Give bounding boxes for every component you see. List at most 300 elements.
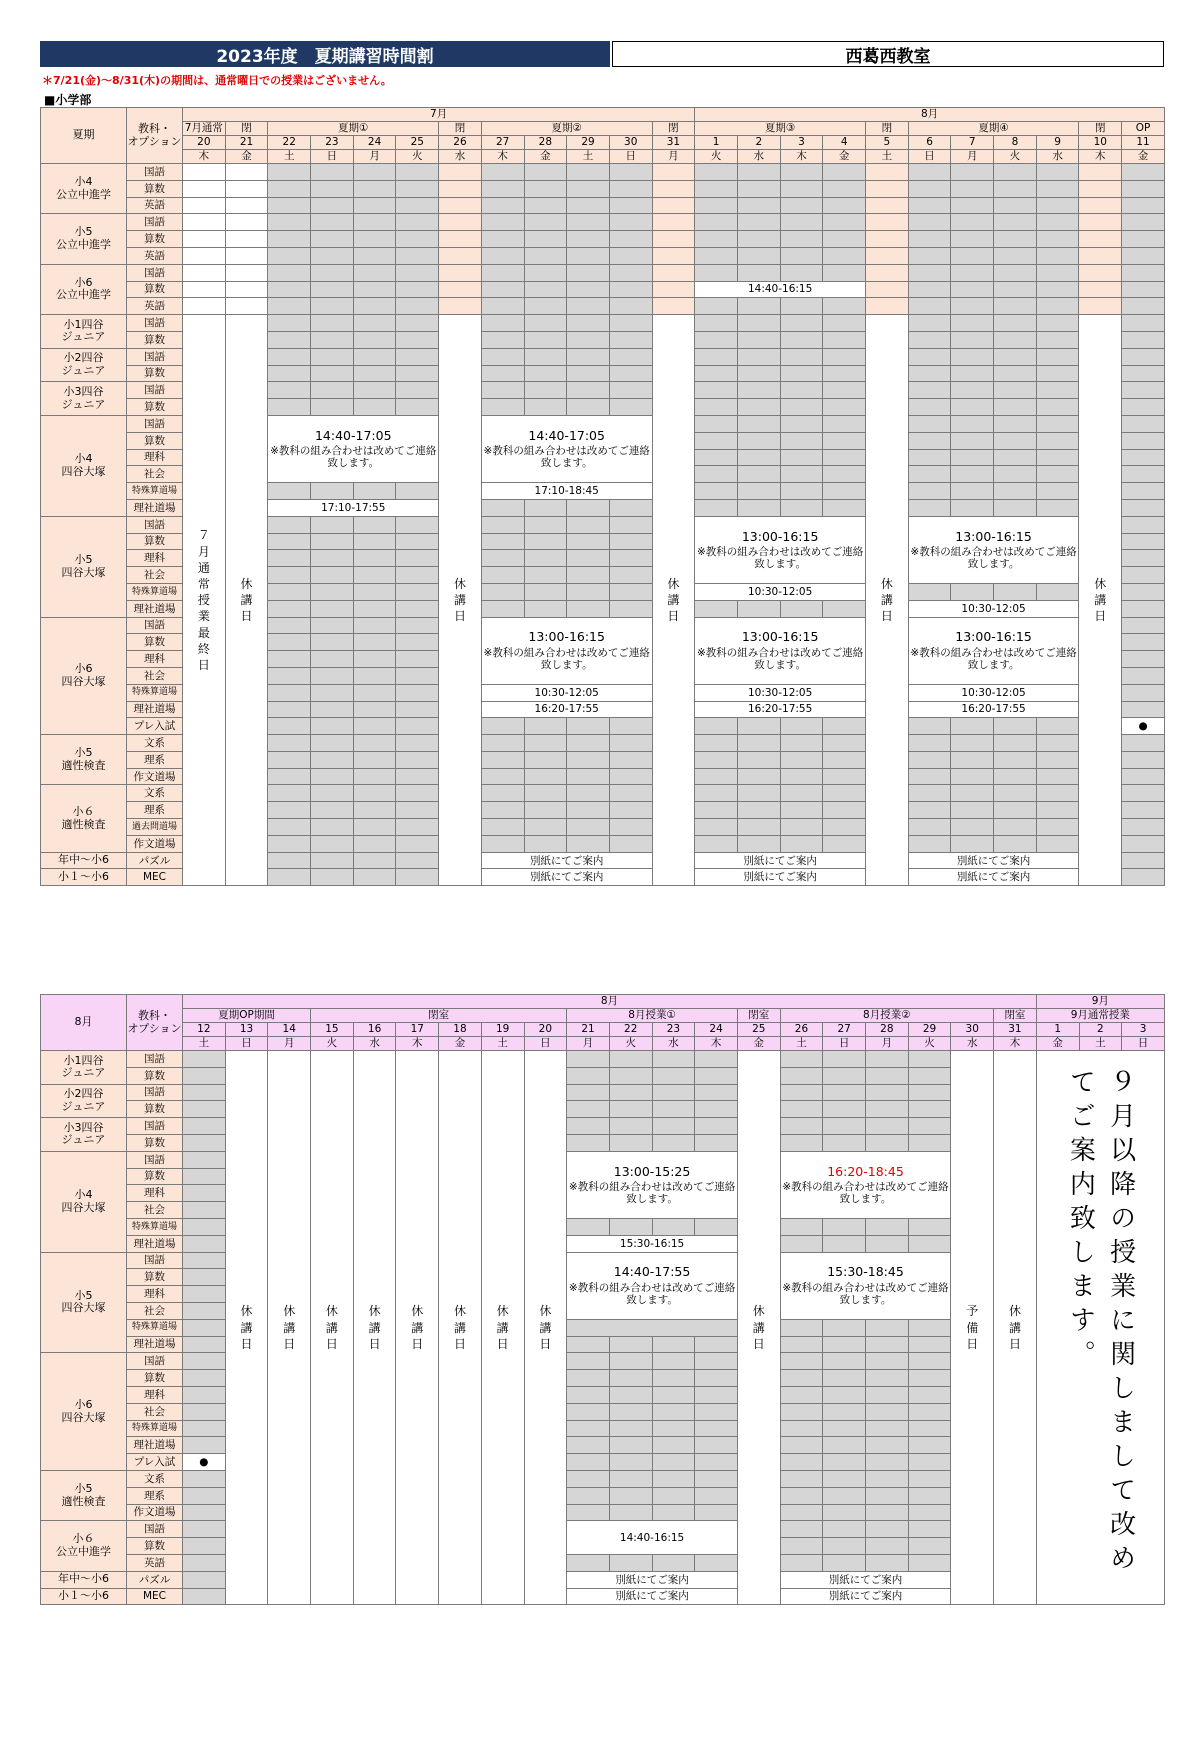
group-label-line: 小6: [74, 275, 93, 289]
corner-label: 夏期: [41, 108, 127, 164]
schedule-cell: [353, 281, 396, 298]
period-header: 夏期OP期間: [183, 1009, 311, 1023]
schedule-cell: [396, 768, 439, 785]
table-row: [41, 264, 1165, 281]
schedule-cell: [994, 483, 1037, 500]
subject-label: 算数: [127, 365, 183, 382]
schedule-cell: [951, 785, 994, 802]
schedule-cell: [994, 735, 1037, 752]
separate-notice: 別紙にてご案内: [481, 852, 652, 869]
schedule-cell: [524, 399, 567, 416]
date-cell: 14: [268, 1023, 311, 1037]
schedule-cell: [951, 247, 994, 264]
dow-cell: 土: [780, 1037, 823, 1051]
schedule-cell: [567, 365, 610, 382]
schedule-cell: [439, 264, 482, 281]
schedule-cell: [311, 768, 354, 785]
schedule-cell: [567, 1403, 610, 1420]
schedule-cell: [481, 197, 524, 214]
schedule-cell: [311, 382, 354, 399]
schedule-cell: [908, 1370, 951, 1387]
group-label-line: 公立中進学: [56, 238, 111, 252]
schedule-cell: [695, 466, 738, 483]
schedule-cell: [396, 281, 439, 298]
schedule-cell: [1122, 802, 1165, 819]
schedule-cell: [567, 164, 610, 181]
table-row: [41, 1051, 1165, 1068]
separate-notice: 別紙にてご案内: [695, 852, 866, 869]
schedule-cell: [1122, 281, 1165, 298]
time-range: 13:00-16:15: [741, 528, 819, 544]
schedule-cell: [737, 298, 780, 315]
schedule-cell: [780, 1521, 823, 1538]
subject-label: 特殊算道場: [127, 1420, 183, 1437]
schedule-cell: [1036, 802, 1079, 819]
schedule-cell: [951, 164, 994, 181]
schedule-cell: [609, 231, 652, 248]
schedule-cell: [183, 164, 226, 181]
schedule-cell: [311, 164, 354, 181]
schedule-cell: [908, 1218, 951, 1235]
subject-label: 理科: [127, 550, 183, 567]
period-header: 9月通常授業: [1036, 1009, 1164, 1023]
schedule-cell: [524, 180, 567, 197]
schedule-cell: [823, 1370, 866, 1387]
group-label-line: 四谷大塚: [61, 1200, 106, 1214]
group-label: [41, 1252, 127, 1353]
schedule-cell: [866, 1370, 909, 1387]
schedule-cell: [780, 1118, 823, 1135]
schedule-cell: [780, 1454, 823, 1471]
schedule-cell: [823, 1118, 866, 1135]
schedule-cell: [951, 382, 994, 399]
schedule-cell: [994, 348, 1037, 365]
table-row: [41, 281, 1165, 298]
subject-label: 社会: [127, 466, 183, 483]
schedule-cell: [695, 214, 738, 231]
header-dows: [41, 150, 1165, 164]
subject-label: 英語: [127, 197, 183, 214]
note-text: ※教科の組み合わせは改めてご連絡致します。: [270, 445, 437, 470]
schedule-cell: [396, 483, 439, 500]
group-label-line: 公立中進学: [56, 288, 111, 302]
schedule-cell: [780, 315, 823, 332]
group-label-line: 四谷大塚: [61, 1410, 106, 1424]
schedule-cell: [695, 348, 738, 365]
schedule-cell: [737, 180, 780, 197]
dow-cell: 日: [823, 1037, 866, 1051]
schedule-cell: [908, 315, 951, 332]
schedule-cell: [1122, 180, 1165, 197]
schedule-cell: [609, 1386, 652, 1403]
schedule-cell: [268, 651, 311, 668]
schedule-cell: [951, 483, 994, 500]
schedule-cell: [695, 600, 738, 617]
time-slot: 14:40-16:15: [567, 1521, 738, 1555]
schedule-cell: [183, 1118, 226, 1135]
schedule-cell: [567, 197, 610, 214]
subject-label: 算数: [127, 399, 183, 416]
time-block: [780, 1151, 951, 1218]
schedule-cell: [780, 264, 823, 281]
schedule-cell: [396, 583, 439, 600]
schedule-cell: [311, 197, 354, 214]
date-cell: 17: [396, 1023, 439, 1037]
dow-cell: 金: [524, 150, 567, 164]
schedule-cell: [780, 1403, 823, 1420]
subject-label: MEC: [127, 869, 183, 886]
dow-cell: 土: [567, 150, 610, 164]
schedule-cell: [737, 315, 780, 332]
schedule-cell: [866, 1235, 909, 1252]
schedule-cell: [652, 1051, 695, 1068]
schedule-cell: [268, 264, 311, 281]
subject-label: 算数: [127, 1370, 183, 1387]
schedule-cell: [567, 1118, 610, 1135]
schedule-cell: [780, 483, 823, 500]
pre-exam-mark: ●: [1122, 718, 1165, 735]
schedule-cell: [823, 1470, 866, 1487]
corner-label: 8月: [41, 995, 127, 1051]
reserve-cell: [951, 1051, 994, 1605]
schedule-cell: [908, 1084, 951, 1101]
time-range: 13:00-15:25: [613, 1163, 691, 1179]
schedule-cell: [567, 751, 610, 768]
group-label-line: 小3四谷: [63, 1120, 104, 1134]
subject-label: 算数: [127, 1101, 183, 1118]
schedule-cell: [737, 231, 780, 248]
schedule-cell: [695, 1386, 738, 1403]
schedule-cell: [652, 264, 695, 281]
schedule-cell: [1036, 348, 1079, 365]
subject-label: 算数: [127, 231, 183, 248]
subject-label: 国語: [127, 1151, 183, 1168]
schedule-cell: [183, 1588, 226, 1605]
month-september: 9月: [1036, 995, 1164, 1009]
schedule-cell: [866, 1554, 909, 1571]
schedule-cell: [268, 802, 311, 819]
schedule-cell: [737, 449, 780, 466]
schedule-cell: [823, 1420, 866, 1437]
schedule-cell: [268, 231, 311, 248]
group-label: [41, 617, 127, 735]
schedule-cell: [1122, 214, 1165, 231]
dow-cell: 金: [823, 150, 866, 164]
schedule-cell: [567, 315, 610, 332]
subject-label: 国語: [127, 1051, 183, 1068]
schedule-cell: [1122, 483, 1165, 500]
schedule-cell: [908, 399, 951, 416]
schedule-cell: [609, 1504, 652, 1521]
schedule-cell: [866, 1067, 909, 1084]
schedule-cell: [866, 180, 909, 197]
schedule-cell: [823, 1386, 866, 1403]
vertical-text: 休講日: [325, 1304, 338, 1351]
schedule-cell: [780, 1336, 823, 1353]
schedule-cell: [268, 600, 311, 617]
subject-label: 理社道場: [127, 1437, 183, 1454]
schedule-cell: [908, 382, 951, 399]
schedule-cell: [823, 1521, 866, 1538]
schedule-cell: [396, 684, 439, 701]
schedule-cell: [695, 247, 738, 264]
subject-label: 特殊算道場: [127, 483, 183, 500]
schedule-cell: [780, 1319, 823, 1336]
separate-notice: 別紙にてご案内: [908, 869, 1079, 886]
schedule-cell: [866, 1118, 909, 1135]
time-slot: 10:30-12:05: [481, 684, 652, 701]
dow-cell: 木: [780, 150, 823, 164]
time-slot: 14:40-16:15: [695, 281, 866, 298]
schedule-cell: [1122, 819, 1165, 836]
schedule-cell: [823, 1319, 866, 1336]
schedule-cell: [737, 214, 780, 231]
schedule-cell: [1122, 667, 1165, 684]
schedule-cell: [268, 348, 311, 365]
date-cell: 25: [737, 1023, 780, 1037]
schedule-cell: [780, 415, 823, 432]
schedule-cell: [908, 1470, 951, 1487]
schedule-cell: [1036, 247, 1079, 264]
period-header: 8月授業②: [780, 1009, 993, 1023]
schedule-cell: [780, 1084, 823, 1101]
schedule-cell: [994, 365, 1037, 382]
schedule-cell: [823, 365, 866, 382]
schedule-cell: [908, 298, 951, 315]
schedule-cell: [524, 785, 567, 802]
schedule-cell: [695, 1437, 738, 1454]
schedule-cell: [695, 264, 738, 281]
subject-label: 国語: [127, 1521, 183, 1538]
schedule-cell: [695, 331, 738, 348]
schedule-cell: [951, 415, 994, 432]
subject-label: パズル: [127, 852, 183, 869]
schedule-cell: [567, 768, 610, 785]
closed-cell: [439, 315, 482, 886]
group-label-line: 四谷大塚: [61, 464, 106, 478]
schedule-cell: [737, 432, 780, 449]
schedule-cell: [1036, 835, 1079, 852]
schedule-cell: [567, 382, 610, 399]
schedule-cell: [823, 382, 866, 399]
schedule-cell: [780, 231, 823, 248]
schedule-cell: [1122, 499, 1165, 516]
dow-cell: 木: [481, 150, 524, 164]
school-name: 西葛西教室: [612, 41, 1164, 67]
schedule-cell: [353, 583, 396, 600]
schedule-cell: [524, 735, 567, 752]
header-periods: [41, 122, 1165, 136]
schedule-cell: [311, 516, 354, 533]
subject-label: 理系: [127, 751, 183, 768]
schedule-cell: [396, 819, 439, 836]
dow-cell: 水: [1036, 150, 1079, 164]
schedule-cell: [524, 583, 567, 600]
schedule-cell: [567, 1051, 610, 1068]
table-row: [41, 315, 1165, 332]
schedule-cell: [951, 180, 994, 197]
schedule-cell: [396, 164, 439, 181]
period-header: 閉室: [311, 1009, 567, 1023]
group-label-line: 公立中進学: [56, 187, 111, 201]
schedule-cell: [396, 617, 439, 634]
schedule-cell: [994, 164, 1037, 181]
date-cell: 26: [780, 1023, 823, 1037]
subject-label: プレ入試: [127, 1454, 183, 1471]
group-label-line: 適性検査: [61, 758, 106, 772]
group-label-line: 小１～小6: [58, 870, 109, 884]
table-row: [41, 214, 1165, 231]
schedule-cell: [481, 214, 524, 231]
schedule-cell: [823, 802, 866, 819]
schedule-cell: [780, 751, 823, 768]
schedule-cell: [353, 617, 396, 634]
date-cell: 24: [353, 136, 396, 150]
schedule-cell: [695, 483, 738, 500]
time-block: [780, 1252, 951, 1319]
schedule-cell: [353, 718, 396, 735]
pre-exam-mark: ●: [183, 1454, 226, 1471]
schedule-cell: [353, 852, 396, 869]
schedule-cell: [396, 197, 439, 214]
schedule-cell: [311, 785, 354, 802]
closed-cell: [439, 1051, 482, 1605]
schedule-cell: [951, 264, 994, 281]
separate-notice: 別紙にてご案内: [908, 852, 1079, 869]
date-cell: 24: [695, 1023, 738, 1037]
schedule-cell: [695, 499, 738, 516]
schedule-cell: [866, 264, 909, 281]
schedule-cell: [780, 600, 823, 617]
schedule-cell: [183, 1370, 226, 1387]
schedule-cell: [567, 1218, 610, 1235]
schedule-cell: [567, 1084, 610, 1101]
dow-cell: 木: [1079, 150, 1122, 164]
schedule-cell: [311, 298, 354, 315]
schedule-cell: [353, 651, 396, 668]
schedule-cell: [1036, 382, 1079, 399]
closed-cell: [268, 1051, 311, 1605]
schedule-cell: [780, 365, 823, 382]
group-label: [41, 348, 127, 382]
schedule-cell: [567, 1067, 610, 1084]
group-label: [41, 869, 127, 886]
period-header: 夏期②: [481, 122, 652, 136]
schedule-cell: [567, 1420, 610, 1437]
time-slot: 15:30-16:15: [567, 1235, 738, 1252]
schedule-cell: [866, 1437, 909, 1454]
schedule-cell: [866, 298, 909, 315]
schedule-cell: [481, 231, 524, 248]
schedule-cell: [908, 802, 951, 819]
note-text: ※教科の組み合わせは改めてご連絡致します。: [483, 646, 650, 671]
schedule-cell: [737, 382, 780, 399]
schedule-cell: [396, 567, 439, 584]
schedule-cell: [353, 365, 396, 382]
subject-label: 理科: [127, 1185, 183, 1202]
schedule-cell: [695, 785, 738, 802]
schedule-cell: [353, 483, 396, 500]
schedule-cell: [695, 1118, 738, 1135]
schedule-cell: [481, 583, 524, 600]
group-label-line: 適性検査: [61, 1494, 106, 1508]
date-cell: 9: [1036, 136, 1079, 150]
schedule-cell: [652, 1386, 695, 1403]
schedule-cell: [353, 533, 396, 550]
schedule-cell: [780, 331, 823, 348]
group-label-line: 公立中進学: [56, 1545, 111, 1558]
schedule-cell: [823, 483, 866, 500]
schedule-cell: [695, 1218, 738, 1235]
time-range: 16:20-18:45: [827, 1163, 904, 1179]
schedule-cell: [951, 449, 994, 466]
schedule-cell: [396, 231, 439, 248]
subject-label: 理科: [127, 1386, 183, 1403]
schedule-cell: [353, 197, 396, 214]
schedule-cell: [1036, 365, 1079, 382]
schedule-cell: [609, 600, 652, 617]
schedule-cell: [823, 231, 866, 248]
schedule-cell: [823, 785, 866, 802]
schedule-cell: [524, 197, 567, 214]
schedule-cell: [780, 399, 823, 416]
schedule-cell: [609, 382, 652, 399]
table-row: [41, 164, 1165, 181]
period-header: 7月通常: [183, 122, 226, 136]
subject-label: 社会: [127, 667, 183, 684]
schedule-cell: [609, 499, 652, 516]
schedule-cell: [823, 735, 866, 752]
schedule-cell: [908, 785, 951, 802]
schedule-cell: [780, 1487, 823, 1504]
schedule-cell: [1122, 684, 1165, 701]
header-dows: [41, 1037, 1165, 1051]
schedule-cell: [1122, 701, 1165, 718]
schedule-cell: [353, 768, 396, 785]
schedule-cell: [1122, 382, 1165, 399]
schedule-cell: [609, 802, 652, 819]
schedule-cell: [183, 1504, 226, 1521]
schedule-cell: [439, 298, 482, 315]
schedule-cell: [695, 1134, 738, 1151]
group-label: [41, 1588, 127, 1605]
schedule-cell: [951, 466, 994, 483]
note-text: ※教科の組み合わせは改めてご連絡致します。: [910, 545, 1077, 571]
vertical-text: 休講日: [496, 1304, 509, 1351]
subject-label: 英語: [127, 247, 183, 264]
schedule-cell: [609, 567, 652, 584]
schedule-cell: [183, 1067, 226, 1084]
schedule-cell: [823, 835, 866, 852]
subject-label: 特殊算道場: [127, 1218, 183, 1235]
col-header-text: オプション: [127, 1021, 182, 1035]
schedule-cell: [1036, 785, 1079, 802]
schedule-cell: [609, 197, 652, 214]
schedule-cell: [396, 382, 439, 399]
schedule-cell: [908, 197, 951, 214]
group-label: [41, 164, 127, 214]
schedule-cell: [823, 1134, 866, 1151]
schedule-cell: [951, 231, 994, 248]
summer-timetable: [40, 107, 1165, 886]
schedule-cell: [1079, 197, 1122, 214]
schedule-cell: [311, 751, 354, 768]
group-label: [41, 1051, 127, 1085]
schedule-cell: [780, 1101, 823, 1118]
subject-label: 作文道場: [127, 835, 183, 852]
schedule-cell: [353, 869, 396, 886]
schedule-cell: [908, 1437, 951, 1454]
